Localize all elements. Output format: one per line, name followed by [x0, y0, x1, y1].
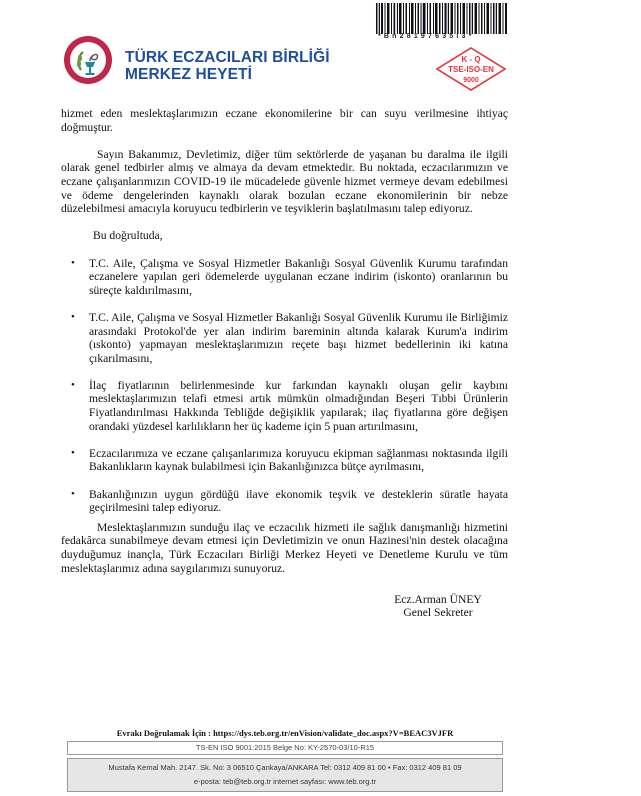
address-box [67, 758, 503, 792]
request-item: • Bakanlığınızın uygun gördüğü ilave ekonomik teşvik ve desteklerin süratle hayata geçirilmesini talep ediyoruz. [71, 488, 508, 515]
pharmacy-seal-icon [64, 36, 112, 84]
svg-text:9000: 9000 [463, 77, 479, 84]
request-item: • T.C. Aile, Çalışma ve Sosyal Hizmetler Bakanlığı Sosyal Güvenlik Kurumu tarafından eczanelere yapılan geri ödemelerde uygulanan eczane indirim (iskonto) oranlarının bu süreçte kaldırılmasını, [71, 257, 508, 298]
signatory-title: Genel Sekreter [403, 606, 473, 620]
closing-paragraph: Meslektaşlarımızın sunduğu ilaç ve eczacılık hizmeti ile sağlık danışmanlığı hizmetini fedakârca sunabilmeye devam etmesi için Devletimizin ve onun Hazinesi'nin destek olacağına duyduğumuz inançla, Türk Eczacıları Birliği Merkez Heyeti ve Denetleme Kurulu ve tüm meslektaşlarımız adına saygılarımızı sunuyoruz. [61, 520, 508, 575]
barcode-icon [376, 3, 507, 34]
lead-in: Bu doğrultuda, [93, 229, 163, 243]
svg-text:K - Q: K - Q [461, 55, 481, 64]
address-line: Mustafa Kemal Mah. 2147. Sk. No: 3 06510 Çankaya/ANKARA Tel: 0312 409 81 00 • Fax: 0312 409 81 09 [108, 763, 462, 772]
intro-paragraph-tail: hizmet eden meslektaşlarımızın eczane ekonomilerine bir can suyu verilmesine ihtiyaç doğmuştur. [61, 107, 508, 134]
iso-certificate-box: TS-EN ISO 9001:2015 Belge No: KY-2570-03/10-R15 [67, 741, 503, 755]
barcode-number: *Bn28197635l3* [378, 33, 475, 40]
tse-iso-certification-logo [436, 47, 506, 91]
signature-block [380, 593, 496, 620]
request-list [61, 257, 508, 515]
request-item: • İlaç fiyatlarının belirlenmesinde kur farkından kaynaklı oluşan gelir kaybını meslektaşlarımızın telafi etmesi artık mümkün olmadığından Beşeri Tıbbi Ürünlerin Fiyatlandırılması Hakkında Tebliğde değişiklik yapılarak; ilaç fiyatlarına göre değişen orandaki yüzdesel karlılıkların her üç kademe için 5 puan artırılmasını, [71, 379, 508, 433]
contact-line: e-posta: teb@teb.org.tr internet sayfası: www.teb.org.tr [193, 777, 377, 786]
org-name-line2: MERKEZ HEYETİ [125, 66, 253, 83]
org-name-line1: TÜRK ECZACILARI BİRLİĞİ [125, 49, 330, 66]
svg-text:TSE-ISO-EN: TSE-ISO-EN [448, 65, 494, 74]
document-verification-link[interactable]: Evrakı Doğrulamak İçin : https://dys.teb.org.tr/enVision/validate_doc.aspx?V=BEAC3VJFR [116, 728, 454, 738]
letter-body [61, 107, 508, 575]
organization-name [125, 49, 330, 83]
paragraph-government-measures: Sayın Bakanımız, Devletimiz, diğer tüm sektörlerde de yaşanan bu daralma ile ilgili olarak genel tedbirler almış ve almaya da devam etmektedir. Bu noktada, eczacılarımızın ve eczane çalışanlarımızın COVID-19 ile mücadelede güvenle hizmet vermeye devam edebilmesi ve ödeme dengelerinden kaynaklı olarak bozulan eczane ekonomilerinin bir nebze düzelebilmesi amacıyla koruyucu tedbirlerin ve teşviklerin başlatılmasını talep ediyoruz. [61, 147, 508, 216]
signatory-name: Ecz.Arman ÜNEY [394, 593, 482, 606]
request-item: • T.C. Aile, Çalışma ve Sosyal Hizmetler Bakanlığı Sosyal Güvenlik Kurumu ile Birliğimiz arasındaki Protokol'de yer alan indirim bareminin altında kalarak Kurum'a indirim (ıskonto) yapmayan meslektaşlarımızın reçete başı hizmet bedellerinin iki katına çıkarılmasını, [71, 311, 508, 365]
request-item: • Eczacılarımıza ve eczane çalışanlarımıza koruyucu ekipman sağlanması noktasında ilgili Bakanlıkların kaynak bulabilmesi için Bakanlığınızca bütçe ayrılmasını, [71, 447, 508, 474]
